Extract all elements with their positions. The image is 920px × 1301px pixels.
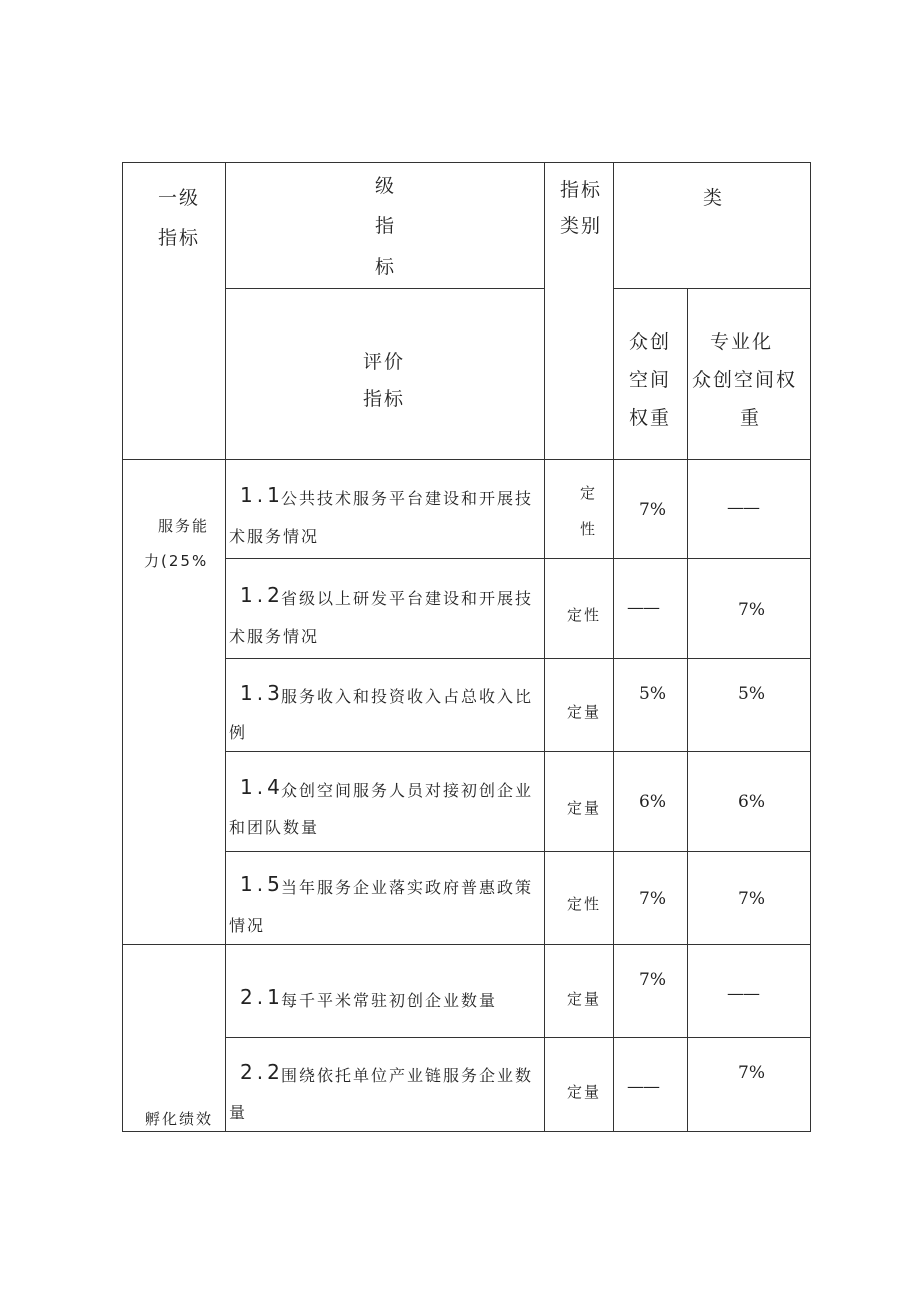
header-eval-line2: 指标: [363, 388, 406, 410]
row-index: 1.2: [240, 583, 284, 607]
row-index: 1.4: [240, 775, 284, 799]
row-category: 定量: [567, 1083, 602, 1101]
group-line: [122, 944, 811, 945]
header-divider-mid: [225, 288, 544, 289]
header-level2-line2: 指: [375, 215, 397, 237]
row-line-1: [225, 558, 811, 559]
row-index: 2.1: [240, 985, 284, 1009]
row-zc-weight: 6%: [639, 792, 666, 812]
row-text-line2: 情况: [229, 916, 266, 935]
header-zc-line2: 空间: [629, 369, 672, 391]
header-level2-line1: 级: [375, 175, 397, 197]
row-category: 定量: [567, 990, 602, 1008]
row-line-2: [225, 658, 811, 659]
row-index: 1.3: [240, 681, 284, 705]
row-zc-weight: 7%: [639, 970, 666, 990]
row-line-3: [225, 751, 811, 752]
row-text-line1: 每千平米常驻初创企业数量: [281, 991, 498, 1010]
header-pro-line2: 众创空间权: [692, 369, 798, 391]
row-zc-weight: ——: [627, 598, 659, 618]
row-line-4: [225, 851, 811, 852]
header-category-line2: 类别: [560, 215, 603, 237]
row-category: 定性: [567, 895, 602, 913]
row-zc-weight: 5%: [639, 684, 666, 704]
header-eval-line1: 评价: [363, 351, 406, 373]
row-zc-weight: 7%: [639, 889, 666, 909]
row-text-line2: 量: [229, 1103, 248, 1122]
header-pro-line3: 重: [740, 407, 762, 429]
group-service-line1: 服务能: [158, 517, 210, 535]
header-divider-type: [613, 288, 811, 289]
row-pro-weight: ——: [727, 984, 759, 1004]
row-text-line1: 省级以上研发平台建设和开展技: [281, 589, 534, 608]
row-pro-weight: ——: [727, 498, 759, 518]
header-level2-line3: 标: [375, 256, 397, 278]
header-zc-line3: 权重: [629, 407, 672, 429]
row-text-line2: 术服务情况: [229, 627, 320, 646]
row-category: 定量: [567, 799, 602, 817]
header-category-line1: 指标: [560, 179, 603, 201]
row-text-line1: 众创空间服务人员对接初创企业: [281, 781, 534, 800]
row-category: 定量: [567, 703, 602, 721]
header-type: 类: [703, 187, 725, 209]
row-pro-weight: 7%: [738, 1063, 765, 1083]
row-pro-weight: 7%: [738, 600, 765, 620]
row-index: 1.5: [240, 872, 284, 896]
row-text-line1: 公共技术服务平台建设和开展技: [281, 489, 534, 508]
header-pro-line1: 专业化: [710, 331, 774, 353]
col-divider-4: [687, 288, 688, 1132]
group-incubation: 孵化绩效: [145, 1110, 214, 1128]
row-pro-weight: 5%: [738, 684, 765, 704]
row-category-line1: 定: [580, 484, 598, 502]
col-divider-1: [225, 162, 226, 1132]
col-divider-3: [613, 162, 614, 1132]
row-text-line2: 例: [229, 723, 248, 742]
header-bottom: [122, 459, 811, 460]
row-category: 定性: [567, 606, 602, 624]
row-index: 1.1: [240, 483, 284, 507]
row-category-line2: 性: [580, 520, 598, 538]
row-text-line1: 围绕依托单位产业链服务企业数: [281, 1066, 534, 1085]
row-text-line2: 和团队数量: [229, 818, 320, 837]
header-level1-line1: 一级: [158, 187, 201, 209]
header-zc-line1: 众创: [629, 331, 672, 353]
row-zc-weight: 7%: [639, 500, 666, 520]
col-divider-2: [544, 162, 545, 1132]
row-text-line1: 服务收入和投资收入占总收入比: [281, 687, 534, 706]
row-pro-weight: 7%: [738, 889, 765, 909]
row-zc-weight: ——: [627, 1077, 659, 1097]
group-service-line2: 力(25%: [144, 552, 209, 570]
row-line-6: [225, 1037, 811, 1038]
row-pro-weight: 6%: [738, 792, 765, 812]
row-index: 2.2: [240, 1060, 284, 1084]
row-text-line2: 术服务情况: [229, 527, 320, 546]
row-text-line1: 当年服务企业落实政府普惠政策: [281, 878, 534, 897]
header-level1-line2: 指标: [158, 227, 201, 249]
